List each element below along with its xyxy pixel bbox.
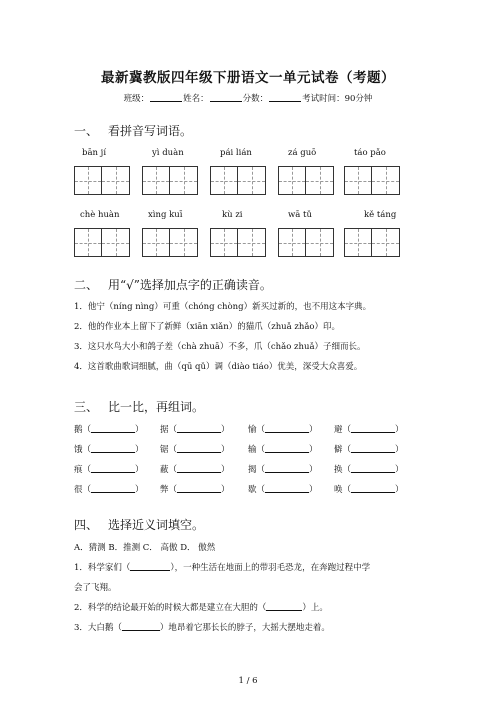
word-group: 蔽（ ） (160, 465, 230, 475)
writing-box-group[interactable] (278, 166, 334, 195)
section-2-heading: 二、 用“√”选择加点字的正确读音。 (74, 278, 272, 292)
word-group: 痕（ ） (74, 465, 144, 475)
class-label: 班级： (123, 94, 150, 104)
name-label: 姓名： (183, 94, 209, 104)
q4-options: A．猜测 B．推测 C． 高傲 D． 傲然 (74, 543, 216, 553)
section-1-heading: 一、 看拼音写词语。 (74, 124, 193, 138)
page-title: 最新冀教版四年级下册语文一单元试卷（考题） (101, 70, 395, 86)
word-group: 换（ ） (334, 465, 404, 475)
answer-blank[interactable] (122, 622, 160, 631)
section-4-heading: 四、 选择近义词填空。 (74, 518, 205, 532)
writing-box-group[interactable] (74, 228, 130, 257)
answer-blank[interactable] (266, 602, 302, 611)
word-group: 据（ ） (160, 425, 230, 435)
word-group: 饿（ ） (74, 445, 144, 455)
writing-box-group[interactable] (210, 228, 266, 257)
pinyin: bān jí (82, 148, 107, 158)
word-group: 锯（ ） (160, 445, 230, 455)
pinyin: táo pǎo (354, 148, 386, 158)
class-blank[interactable] (150, 93, 182, 102)
word-group: 弊（ ） (160, 485, 230, 495)
q4-item-3: 3．大白鹅（ ）地昂着它那长长的脖子，大摇大摆地走着。 (74, 623, 330, 633)
pinyin: xìng kuī (148, 210, 183, 220)
q2-item-1[interactable]: 1．他宁（níng nìng）可重（chóng chòng）新买过新的，也不用这本字典。 (74, 302, 372, 312)
writing-box-group[interactable] (142, 228, 198, 257)
writing-box-group[interactable] (142, 166, 198, 195)
q2-item-3[interactable]: 3．这只水鸟大小和鸽子差（chà zhuā）不多，爪（chǎo zhuǎ）子细而长。 (74, 342, 366, 352)
word-group: 避（ ） (334, 425, 404, 435)
q4-item-2: 2．科学的结论最开始的时候大都是建立在大胆的（ ）上。 (74, 603, 328, 613)
pinyin: zá guō (288, 148, 317, 158)
pinyin: chè huàn (80, 210, 120, 220)
writing-box-group[interactable] (74, 166, 130, 195)
name-blank[interactable] (210, 93, 242, 102)
answer-blank[interactable] (130, 562, 170, 571)
word-group: 揭（ ） (248, 465, 318, 475)
q2-item-4[interactable]: 4．这首歌曲歌词细腻，曲（qū qǔ）调（diào tiáo）优美，深受大众喜爱。 (74, 362, 363, 372)
word-group: 僻（ ） (334, 445, 404, 455)
word-group: 输（ ） (248, 445, 318, 455)
score-blank[interactable] (269, 93, 301, 102)
word-group: 鹅（ ） (74, 425, 144, 435)
pinyin: wā tǔ (288, 210, 312, 220)
word-group: 很（ ） (74, 485, 144, 495)
pinyin: kù zi (222, 210, 243, 220)
pinyin: yì duàn (152, 148, 184, 158)
section-3-heading: 三、 比一比，再组词。 (74, 400, 205, 414)
page-number: 1 / 6 (238, 676, 258, 686)
word-group: 愉（ ） (248, 425, 318, 435)
writing-box-group[interactable] (344, 228, 400, 257)
writing-box-group[interactable] (344, 166, 400, 195)
writing-box-group[interactable] (210, 166, 266, 195)
pinyin: kě táng (364, 210, 397, 220)
writing-box-group[interactable] (278, 228, 334, 257)
q2-item-2[interactable]: 2．他的作业本上留下了新鲜（xiān xiǎn）的猫爪（zhuǎ zhǎo）印。 (74, 322, 341, 332)
q4-item-1: 1．科学家们（ ），一种生活在地面上的带羽毛恐龙，在奔跑过程中学 (74, 563, 371, 573)
word-group: 歇（ ） (248, 485, 318, 495)
pinyin: pái lián (220, 148, 252, 158)
time-label: 考试时间：90分钟 (302, 94, 373, 104)
student-info (0, 92, 496, 104)
word-group: 唤（ ） (334, 485, 404, 495)
q4-item-1-cont: 会了飞翔。 (74, 583, 117, 593)
score-label: 分数： (242, 94, 269, 104)
